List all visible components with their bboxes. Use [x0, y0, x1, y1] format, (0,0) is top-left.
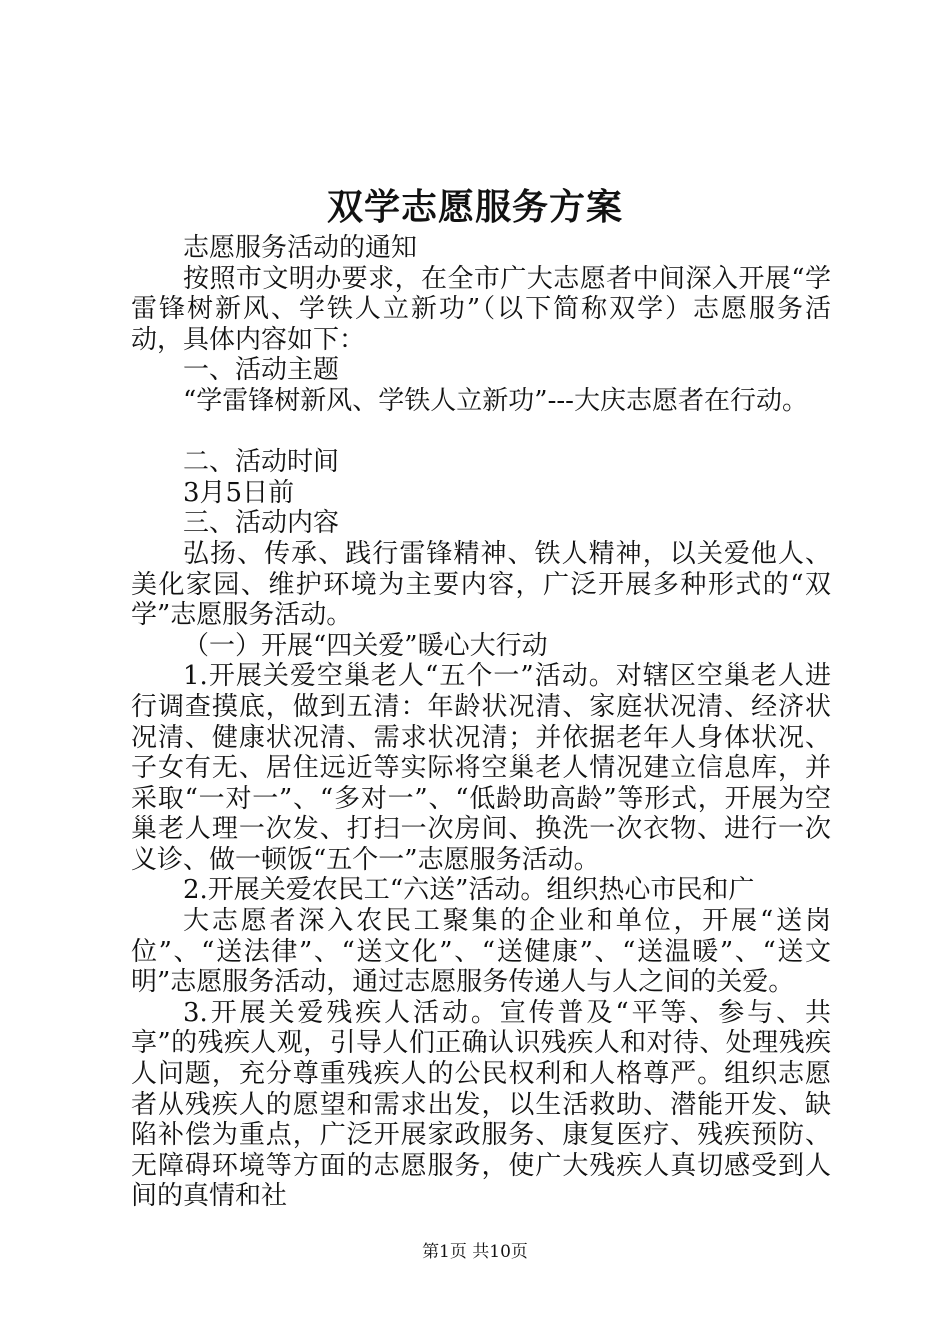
document-title: 双学志愿服务方案 [326, 186, 623, 228]
paragraph-intro: 按照市文明办要求，在全市广大志愿者中间深入开展“学雷锋树新风、学铁人立新功”（以下简称双学）志愿服务活动，具体内容如下： [131, 263, 831, 355]
blank-line [131, 417, 831, 448]
paragraph-theme: “学雷锋树新风、学铁人立新功”---大庆志愿者在行动。 [183, 385, 808, 416]
document-body [131, 233, 831, 1212]
paragraph-item-3: 3.开展关爱残疾人活动。宣传普及“平等、参与、共享”的残疾人观，引导人们正确认识残疾人和对待、处理残疾人问题，充分尊重残疾人的公民权利和人格尊严。组织志愿者从残疾人的愿望和需求出发，以生活救助、潜能开发、缺陷补偿为重点，广泛开展家政服务、康复医疗、残疾预防、无障碍环境等方面的志愿服务，使广大残疾人真切感受到人间的真情和社 [131, 997, 831, 1212]
paragraph-time: 3月5日前 [183, 477, 295, 508]
paragraph-item-2: 2.开展关爱农民工“六送”活动。组织热心市民和广 [183, 875, 755, 906]
section-heading-theme: 一、活动主题 [183, 355, 340, 386]
paragraph-item-2-cont: 大志愿者深入农民工聚集的企业和单位，开展“送岗位”、“送法律”、“送文化”、“送健康”、“送温暖”、“送文明”志愿服务活动，通过志愿服务传递人与人之间的关爱。 [131, 906, 831, 998]
section-heading-content: 三、活动内容 [183, 508, 340, 539]
subsection-heading: （一）开展“四关爱”暖心大行动 [183, 630, 548, 661]
section-heading-time: 二、活动时间 [183, 447, 340, 478]
paragraph-item-1: 1.开展关爱空巢老人“五个一”活动。对辖区空巢老人进行调查摸底，做到五清：年龄状况清、家庭状况清、经济状况清、健康状况清、需求状况清；并依据老年人身体状况、子女有无、居住远近等实际将空巢老人情况建立信息库，并采取“一对一”、“多对一”、“低龄助高龄”等形式，开展为空巢老人理一次发、打扫一次房间、换洗一次衣物、进行一次义诊、做一顿饭“五个一”志愿服务活动。 [131, 661, 831, 875]
paragraph-notice-heading: 志愿服务活动的通知 [183, 233, 418, 263]
page-footer: 第1页 共10页 [422, 1242, 528, 1262]
paragraph-content: 弘扬、传承、践行雷锋精神、铁人精神，以关爱他人、美化家园、维护环境为主要内容，广泛开展多种形式的“双学”志愿服务活动。 [131, 538, 831, 631]
